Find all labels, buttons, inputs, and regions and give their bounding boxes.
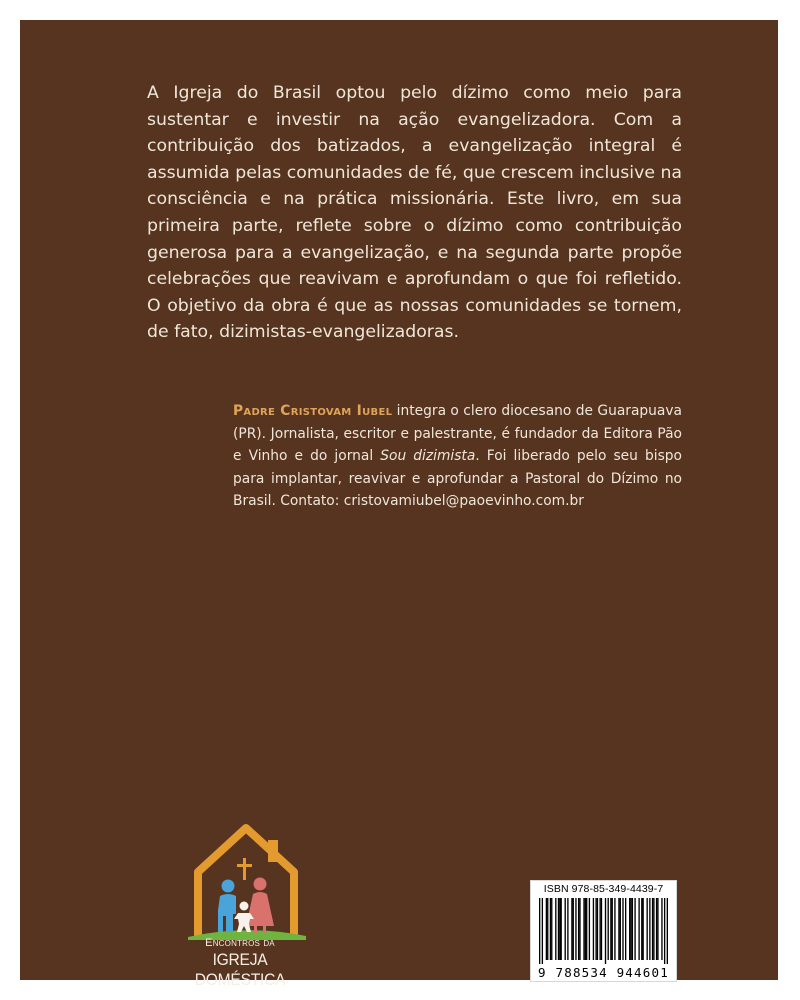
barcode-bars	[539, 898, 668, 964]
logo-series-label: Encontros da	[205, 937, 275, 949]
logo-series-title: IGREJA DOMÉSTICA	[194, 950, 286, 989]
author-name: Padre Cristovam Iubel	[233, 403, 393, 419]
book-blurb: A Igreja do Brasil optou pelo dízimo como meio para sustentar e investir na ação evangelizadora. Com a contribuição dos batizados, a evangelização integral é assumida pelas comunidades de fé, que crescem inclusive na consciência e na prática missionária. Este livro, em sua primeira parte, reflete sobre o dízimo como contribuição generosa para a evangelização, e na segunda parte propõe celebrações que reavivam e aprofundam o que foi refletido. O objetivo da obra é que as nossas comunidades se tornem, de fato, dizimistas-evangelizadoras.	[147, 83, 682, 343]
isbn-number: ISBN 978-85-349-4439-7	[543, 883, 664, 895]
author-bio	[233, 400, 682, 513]
isbn-barcode	[530, 880, 677, 982]
barcode-digits: 9 788534 944601	[538, 965, 669, 980]
author-bio-text-1: integra o clero diocesano de Guarapuava (PR). Jornalista, escritor e palestrante, é fundador da Editora Pão e Vinho e do jornal	[233, 403, 682, 465]
back-cover	[20, 20, 778, 989]
house-family-icon	[160, 820, 320, 940]
author-bio-text-2: . Foi liberado pelo seu bispo para implantar, reavivar e aprofundar a Pastoral do Dízimo no Brasil. Contato: cristovamiubel@paoevinho.com.br	[233, 448, 682, 510]
series-logo	[160, 820, 320, 989]
newspaper-title: Sou dizimista	[380, 448, 476, 465]
